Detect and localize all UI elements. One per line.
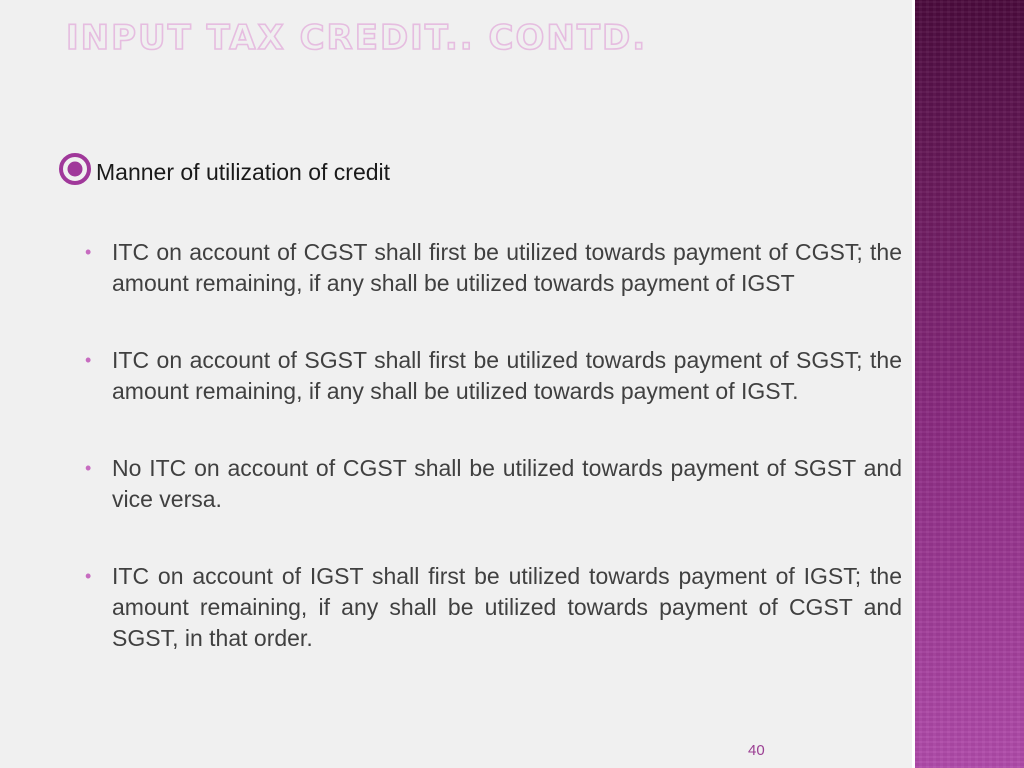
page-number: 40 <box>748 742 765 759</box>
list-item-text: ITC on account of IGST shall first be utilized towards payment of IGST; the amount remaining, if any shall be utilized towards payment of CGST and SGST, in that order. <box>112 563 902 651</box>
bullet-list <box>84 237 902 654</box>
section-heading: Manner of utilization of credit <box>96 159 391 185</box>
list-item <box>84 237 902 299</box>
list-item-text: ITC on account of CGST shall first be utilized towards payment of CGST; the amount remaining, if any shall be utilized towards payment of IGST <box>112 239 902 296</box>
list-item-text: No ITC on account of CGST shall be utilized towards payment of SGST and vice versa. <box>112 455 902 512</box>
bullet-dot-icon: • <box>85 566 92 586</box>
target-icon <box>58 152 92 186</box>
bullet-dot-icon: • <box>85 458 92 478</box>
bullet-dot-icon: • <box>85 350 92 370</box>
list-item <box>84 453 902 515</box>
list-item <box>84 561 902 654</box>
list-item <box>84 345 902 407</box>
list-item-text: ITC on account of SGST shall first be utilized towards payment of SGST; the amount remaining, if any shall be utilized towards payment of IGST. <box>112 347 902 404</box>
decorative-side-panel <box>912 0 1024 768</box>
bullet-dot-icon: • <box>85 242 92 262</box>
slide-title: INPUT TAX CREDIT.. CONTD. <box>66 18 648 58</box>
heading-row <box>58 152 390 186</box>
